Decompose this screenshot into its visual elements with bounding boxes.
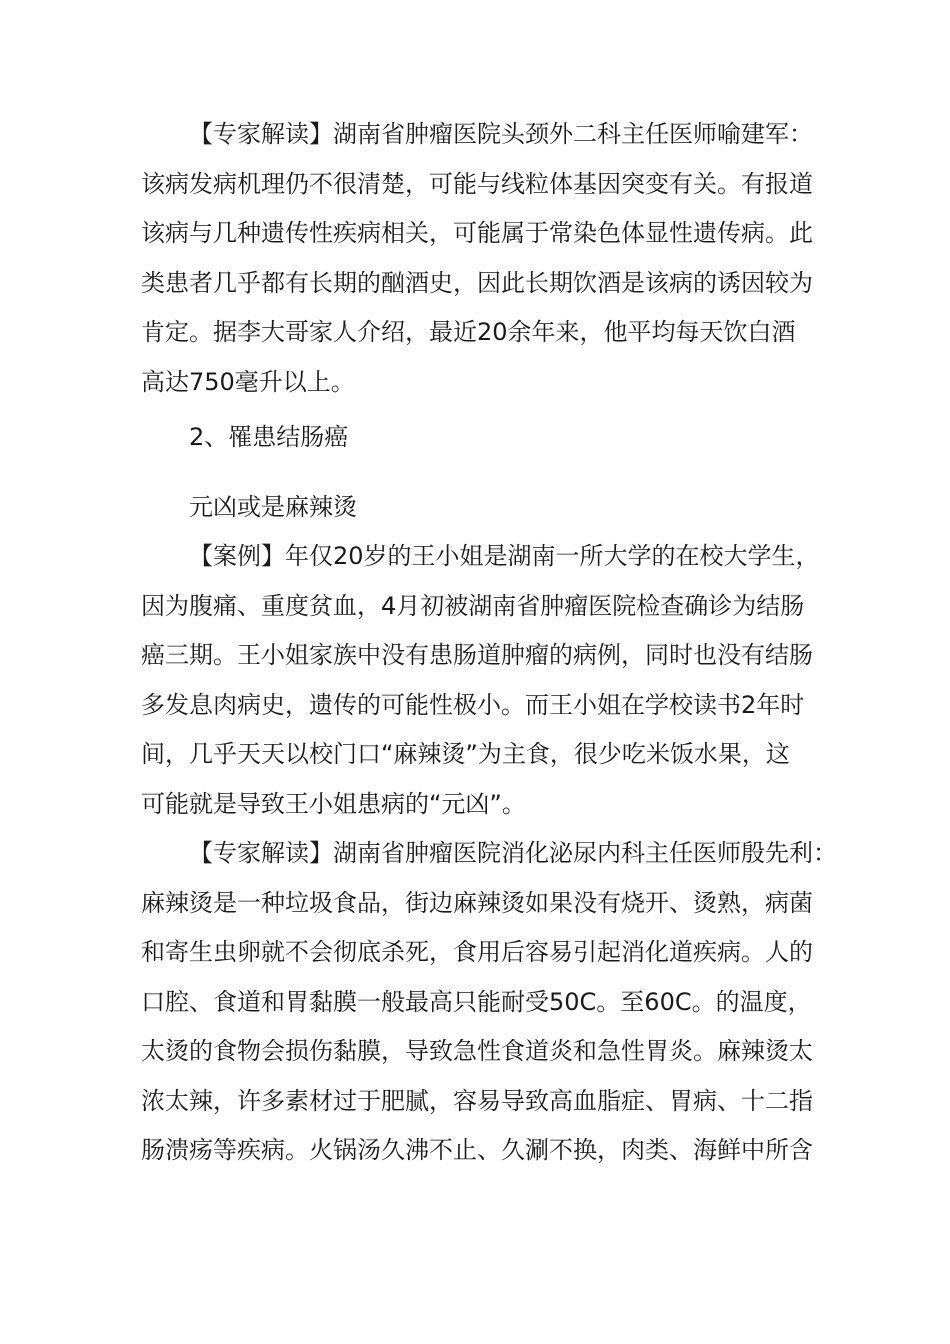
paragraph-line: 【专家解读】湖南省肿瘤医院消化泌尿内科主任医师殷先利： — [189, 839, 837, 867]
paragraph-line: 类患者几乎都有长期的酗酒史，因此长期饮酒是该病的诱因较为 — [141, 268, 813, 297]
paragraph-line: 可能就是导致王小姐患病的“元凶”。 — [141, 789, 526, 818]
paragraph-line: 该病发病机理仍不很清楚，可能与线粒体基因突变有关。有报道 — [141, 169, 813, 198]
paragraph-expert-commentary-1 — [141, 110, 811, 407]
paragraph-line: 肠溃疡等疾病。火锅汤久沸不止、久涮不换，肉类、海鲜中所含 — [141, 1136, 813, 1164]
paragraph-line: 癌三期。王小姐家族中没有患肠道肿瘤的病例，同时也没有结肠 — [141, 641, 813, 669]
paragraph-line: 多发息肉病史，遗传的可能性极小。而王小姐在学校读书2年时 — [141, 690, 805, 719]
heading-line: 2、罹患结肠癌 — [189, 423, 349, 451]
paragraph-line: 麻辣烫是一种垃圾食品，街边麻辣烫如果没有烧开、烫熟，病菌 — [141, 888, 813, 917]
paragraph-line: 高达750毫升以上。 — [141, 367, 355, 396]
paragraph-line: 【案例】年仅20岁的王小姐是湖南一所大学的在校大学生， — [189, 542, 820, 570]
paragraph-line: 浓太辣，许多素材过于肥腻，容易导致高血脂症、胃病、十二指 — [141, 1086, 813, 1115]
heading-line: 元凶或是麻辣烫 — [189, 492, 357, 521]
document-body — [141, 110, 837, 1176]
paragraph-line: 肯定。据李大哥家人介绍，最近20余年来，他平均每天饮白酒 — [141, 318, 796, 346]
paragraph-line: 因为腹痛、重度贫血，4月初被湖南省肿瘤医院检查确诊为结肠 — [141, 591, 805, 620]
section-subheading — [141, 483, 811, 533]
section-heading — [141, 413, 811, 463]
paragraph-line: 间，几乎天天以校门口“麻辣烫”为主食，很少吃米饭水果，这 — [141, 740, 790, 768]
paragraph-case — [141, 532, 820, 829]
paragraph-line: 和寄生虫卵就不会彻底杀死，食用后容易引起消化道疾病。人的 — [141, 938, 813, 966]
paragraph-line: 太烫的食物会损伤黏膜，导致急性食道炎和急性胃炎。麻辣烫太 — [141, 1037, 813, 1065]
paragraph-line: 口腔、食道和胃黏膜一般最高只能耐受50C。至60C。的温度， — [141, 987, 812, 1016]
paragraph-expert-commentary-2 — [141, 829, 837, 1176]
paragraph-line: 该病与几种遗传性疾病相关，可能属于常染色体显性遗传病。此 — [141, 219, 813, 247]
paragraph-line: 【专家解读】湖南省肿瘤医院头颈外二科主任医师喻建军： — [189, 120, 813, 148]
